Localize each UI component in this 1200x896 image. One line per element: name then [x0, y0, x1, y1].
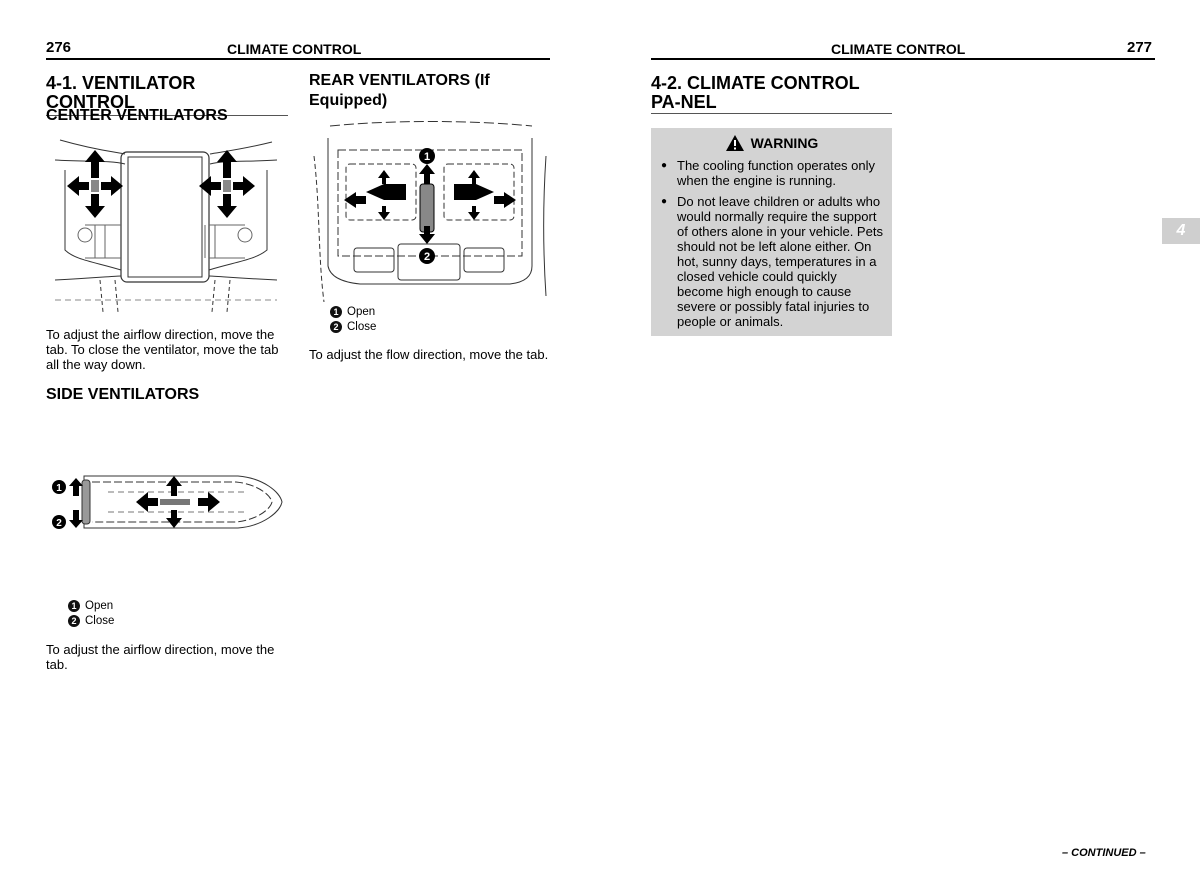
rear-legend [330, 306, 376, 333]
page-number-left: 276 [46, 39, 72, 56]
section-title-4-1: 4-1. VENTILATOR CONTROL [46, 74, 288, 116]
center-ventilators-heading: CENTER VENTILATORS [46, 107, 228, 124]
running-header-left: CLIMATE CONTROL [227, 41, 362, 57]
warning-list [651, 158, 892, 329]
center-ventilators-illustration [55, 130, 277, 312]
callout-badge: 2 [330, 321, 342, 333]
page-number-right: 277 [1127, 39, 1153, 56]
bullet-icon: ● [660, 160, 668, 171]
rear-legend-item-close [330, 321, 376, 333]
header-rule-right [651, 58, 1155, 60]
warning-header [651, 134, 892, 152]
legend-label: Close [347, 321, 377, 333]
side-ventilator-illustration [48, 470, 288, 534]
chapter-tab: 4 [1162, 218, 1200, 244]
svg-text:2: 2 [423, 251, 431, 263]
rear-ventilators-illustration [310, 116, 550, 302]
warning-title: WARNING [750, 135, 819, 151]
rear-ventilators-heading: REAR VENTILATORS (If Equipped) [309, 72, 490, 109]
svg-text:1: 1 [423, 151, 431, 163]
side-ventilators-heading: SIDE VENTILATORS [46, 386, 200, 403]
rear-legend-item-open [330, 306, 376, 318]
legend-label: Close [85, 615, 115, 627]
legend-label: Open [85, 600, 114, 612]
legend-label: Open [347, 306, 376, 318]
continued-footer: – CONTINUED – [1062, 847, 1146, 859]
callout-badge: 1 [330, 306, 342, 318]
svg-text:1: 1 [56, 483, 62, 494]
section-title-4-2: 4-2. CLIMATE CONTROL PA-NEL [651, 74, 892, 114]
callout-badge: 1 [68, 600, 80, 612]
warning-triangle-icon [725, 134, 745, 152]
side-legend-item-open [68, 600, 114, 612]
warning-item [651, 194, 886, 329]
header-rule-left [46, 58, 550, 60]
warning-item [651, 158, 886, 188]
side-legend-item-close [68, 615, 114, 627]
rear-ventilators-instruction: To adjust the flow direction, move the tab. [309, 347, 549, 362]
warning-box [651, 128, 892, 336]
side-legend [68, 600, 114, 627]
warning-item-text: The cooling function operates only when the engine is running. [677, 158, 876, 188]
warning-item-text: Do not leave children or adults who would normally require the support of others alone in your vehicle. Pets should not be left alone either. On hot, sunny days, temperatures in a closed vehicle could quickly become high enough to cause severe or possibly fatal injuries to people or animals. [677, 194, 883, 329]
center-ventilators-instruction: To adjust the airflow direction, move the tab. To close the ventilator, move the tab all the way down. [46, 327, 279, 372]
side-ventilators-instruction: To adjust the airflow direction, move the tab. [46, 642, 275, 672]
callout-badge: 2 [68, 615, 80, 627]
bullet-icon: ● [660, 196, 668, 207]
svg-text:2: 2 [56, 518, 62, 529]
running-header-right: CLIMATE CONTROL [831, 41, 966, 57]
